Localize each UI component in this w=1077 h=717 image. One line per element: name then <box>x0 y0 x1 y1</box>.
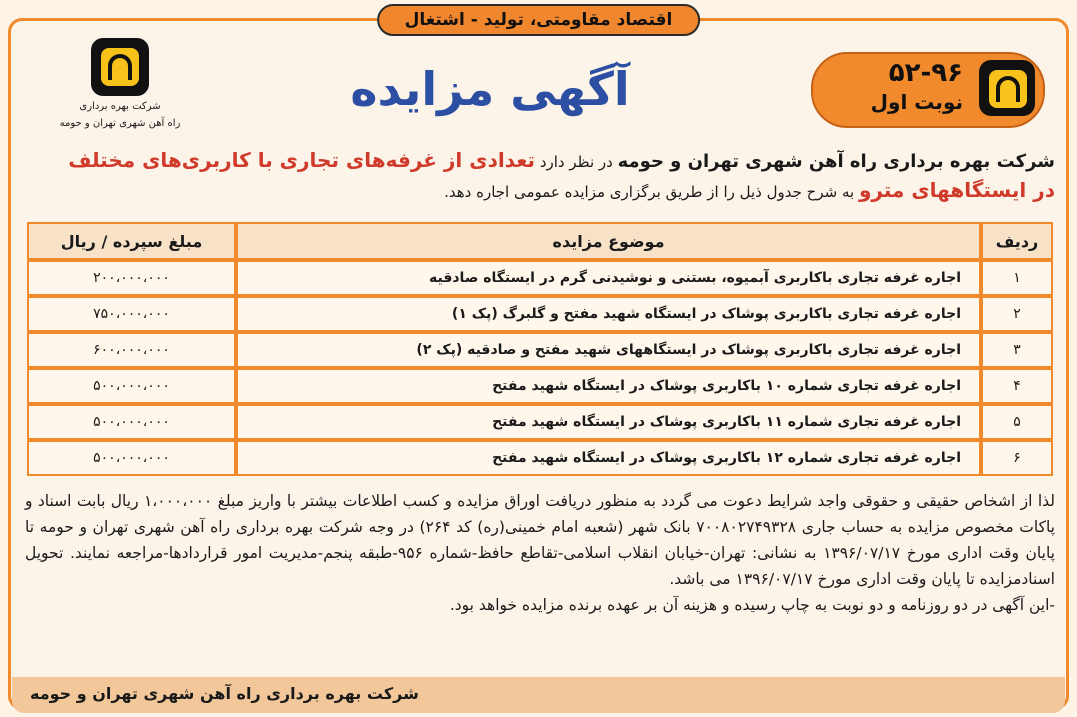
metro-logo-icon <box>91 38 149 96</box>
row-subject: اجاره غرفه تجاری باکاربری پوشاک در ایستگاه شهید مفتح و گلبرگ (پک ۱) <box>236 296 981 332</box>
intro-part3: به شرح جدول ذیل را از طریق برگزاری مزایده عمومی اجاره دهد. <box>444 183 859 201</box>
slogan-banner: اقتصاد مقاومتی، تولید - اشتغال <box>377 4 701 36</box>
row-amount: ۵۰۰،۰۰۰،۰۰۰ <box>27 368 236 404</box>
header-amount: مبلغ سپرده / ریال <box>27 222 236 260</box>
row-subject: اجاره غرفه تجاری شماره ۱۰ باکاربری پوشاک در ایستگاه شهید مفتح <box>236 368 981 404</box>
intro-highlight-2: در ایستگاههای مترو <box>858 178 1055 202</box>
auction-table <box>27 222 1053 476</box>
row-amount: ۵۰۰،۰۰۰،۰۰۰ <box>27 440 236 476</box>
row-num: ۱ <box>981 260 1053 296</box>
row-amount: ۷۵۰،۰۰۰،۰۰۰ <box>27 296 236 332</box>
header-subject: موضوع مزایده <box>236 222 981 260</box>
badge-metro-logo-icon <box>979 60 1035 116</box>
company-logo-block <box>40 38 200 130</box>
intro-highlight-1: تعدادی از غرفه‌های تجاری با کاربری‌های مختلف <box>68 148 536 172</box>
footer-company: شرکت بهره برداری راه آهن شهری تهران و حومه <box>30 684 419 703</box>
row-amount: ۲۰۰،۰۰۰،۰۰۰ <box>27 260 236 296</box>
body-paragraph-2: -این آگهی در دو روزنامه و دو نوبت به چاپ رسیده و هزینه آن بر عهده برنده مزایده خواهد بود. <box>449 596 1055 614</box>
advert-title: آگهی مزایده <box>350 62 630 116</box>
logo-caption-line1: شرکت بهره برداری <box>79 101 161 112</box>
table-row <box>27 260 1053 296</box>
row-num: ۳ <box>981 332 1053 368</box>
intro-paragraph <box>25 146 1055 206</box>
row-num: ۵ <box>981 404 1053 440</box>
row-subject: اجاره غرفه تجاری شماره ۱۲ باکاربری پوشاک در ایستگاه شهید مفتح <box>236 440 981 476</box>
advert-code: ۵۲-۹۶ <box>888 58 963 88</box>
table-row <box>27 404 1053 440</box>
advert-round: نوبت اول <box>870 90 963 114</box>
body-text <box>25 488 1055 618</box>
row-num: ۲ <box>981 296 1053 332</box>
table-row <box>27 296 1053 332</box>
table-row <box>27 332 1053 368</box>
header-num: ردیف <box>981 222 1053 260</box>
intro-part2: در نظر دارد <box>535 153 618 171</box>
table-row <box>27 368 1053 404</box>
table-row <box>27 440 1053 476</box>
row-num: ۴ <box>981 368 1053 404</box>
table-header-row <box>27 222 1053 260</box>
advert-badge <box>811 52 1045 128</box>
row-subject: اجاره غرفه تجاری باکاربری آبمیوه، بستنی و نوشیدنی گرم در ایستگاه صادقیه <box>236 260 981 296</box>
row-subject: اجاره غرفه تجاری باکاربری پوشاک در ایستگاههای شهید مفتح و صادقیه (پک ۲) <box>236 332 981 368</box>
row-num: ۶ <box>981 440 1053 476</box>
intro-company: شرکت بهره برداری راه آهن شهری تهران و حومه <box>617 151 1055 172</box>
row-amount: ۵۰۰،۰۰۰،۰۰۰ <box>27 404 236 440</box>
body-paragraph-1: لذا از اشخاص حقیقی و حقوقی واجد شرایط دعوت می گردد به منظور دریافت اوراق مزایده و کسب اطلاعات بیشتر با واریز مبلغ ۱،۰۰۰،۰۰۰ ریال بابت اسناد و پاکات مخصوص مزایده به حساب جاری ۷۰۰۸۰۲۷۴۹۳۲۸ بانک شهر (شعبه امام خمینی(ره) کد ۲۶۴) در وجه شرکت بهره برداری راه آهن شهری تهران و حومه تا پایان وقت اداری مورخ ۱۳۹۶/۰۷/۱۷ به نشانی: تهران-خیابان انقلاب اسلامی-تقاطع حافظ-شماره ۹۵۶-طبقه پنجم-مدیریت امور قراردادها-مراجعه نمایند. تحویل اسنادمزایده تا پایان وقت اداری مورخ ۱۳۹۶/۰۷/۱۷ می باشد. <box>25 492 1055 588</box>
footer-bar <box>12 677 1065 713</box>
logo-caption-line2: راه آهن شهری تهران و حومه <box>59 118 181 129</box>
row-subject: اجاره غرفه تجاری شماره ۱۱ باکاربری پوشاک در ایستگاه شهید مفتح <box>236 404 981 440</box>
row-amount: ۶۰۰،۰۰۰،۰۰۰ <box>27 332 236 368</box>
